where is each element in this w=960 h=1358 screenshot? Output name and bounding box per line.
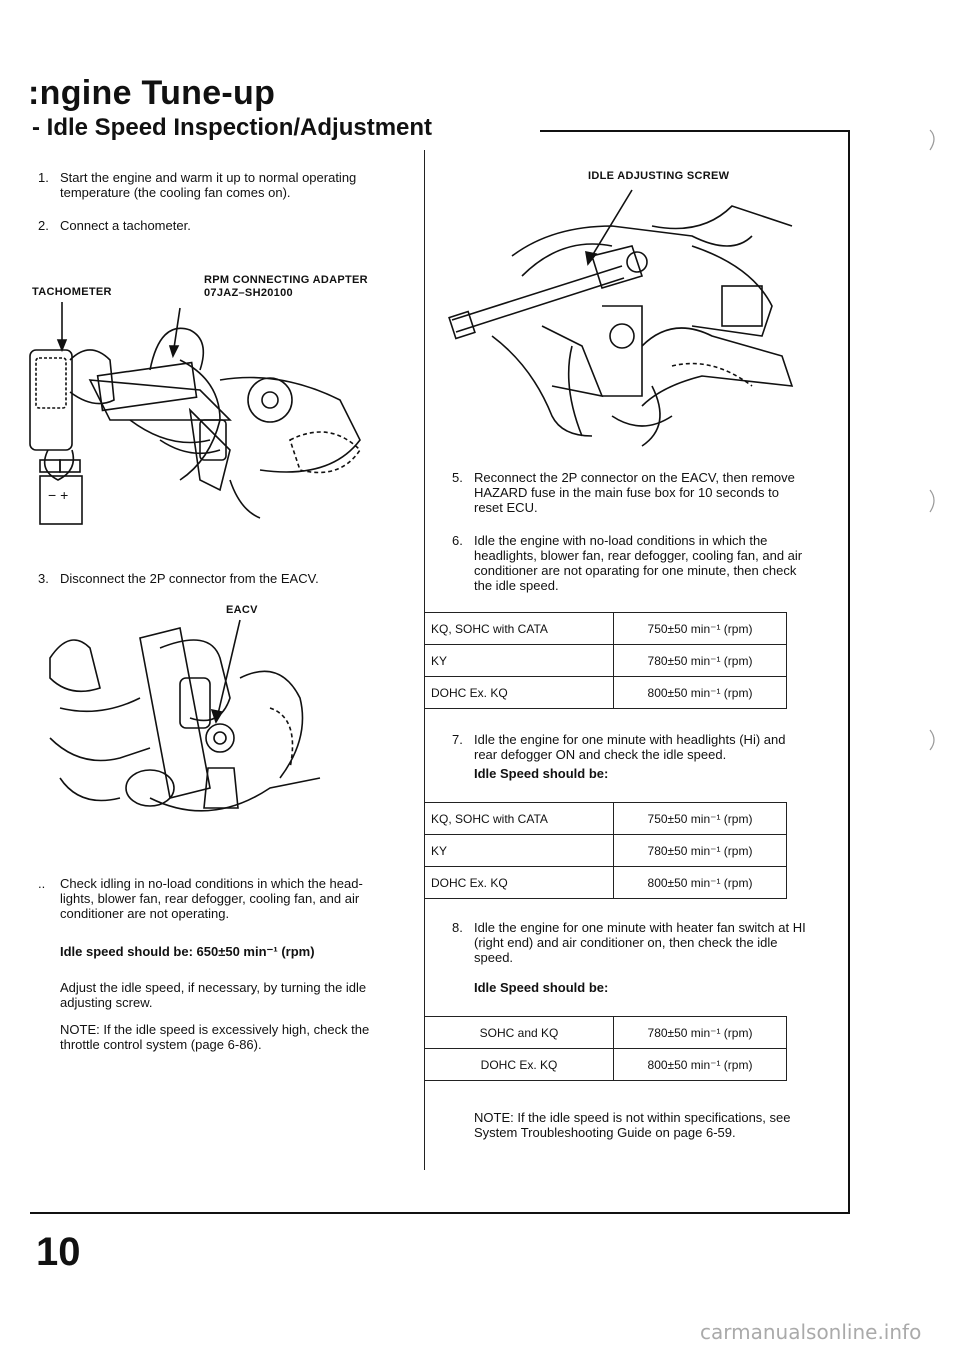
eacv-illustration	[40, 618, 360, 818]
step-text: Idle the engine for one minute with headlights (Hi) and rear defogger ON and check the idle speed.	[474, 732, 786, 762]
idle-speed-spec: Idle speed should be: 650±50 min⁻¹ (rpm)	[60, 944, 315, 959]
step-text: Idle the engine with no-load conditions in which the headlights, blower fan, rear defogger, cooling fan, and air conditioner are not oparating for one minute, then check the idle speed.	[474, 533, 803, 593]
step-2	[38, 218, 382, 236]
step-number: 1.	[38, 170, 49, 185]
table-row: DOHC Ex. KQ 800±50 min⁻¹ (rpm)	[425, 1049, 787, 1081]
table-row: KQ, SOHC with CATA 750±50 min⁻¹ (rpm)	[425, 803, 787, 835]
header-rule	[540, 130, 850, 132]
table-row: KQ, SOHC with CATA 750±50 min⁻¹ (rpm)	[425, 613, 787, 645]
step-number: 6.	[452, 533, 463, 548]
step-6	[452, 533, 808, 597]
idle-spec-table-1	[424, 612, 787, 709]
step-number: ..	[38, 876, 46, 891]
svg-text:− +: − +	[48, 487, 69, 503]
idle-screw-illustration	[452, 186, 802, 446]
table-row: SOHC and KQ 780±50 min⁻¹ (rpm)	[425, 1017, 787, 1049]
page-title: :ngine Tune-up	[28, 74, 276, 112]
page-number: 10	[36, 1230, 81, 1274]
step-text: Start the engine and warm it up to normal operating temperature (the cooling fan comes on).	[60, 170, 357, 200]
step-number: 8.	[452, 920, 463, 935]
table-row: DOHC Ex. KQ 800±50 min⁻¹ (rpm)	[425, 677, 787, 709]
step-number: 7.	[452, 732, 463, 747]
label-idle-screw: IDLE ADJUSTING SCREW	[588, 170, 730, 182]
step-text: Reconnect the 2P connector on the EACV, then remove HAZARD fuse in the main fuse box for 10 seconds to reset ECU.	[474, 470, 795, 515]
step-5	[452, 470, 808, 518]
step-text: Idle the engine for one minute with heater fan switch at HI (right end) and air conditioner on, then check the idle speed.	[474, 920, 806, 965]
watermark: carmanualsonline.info	[700, 1320, 922, 1344]
step-8-subheading: Idle Speed should be:	[474, 980, 609, 995]
step-7-subheading: Idle Speed should be:	[474, 766, 609, 781]
step-4	[38, 876, 382, 924]
table-row: DOHC Ex. KQ 800±50 min⁻¹ (rpm)	[425, 867, 787, 899]
table-row: KY 780±50 min⁻¹ (rpm)	[425, 645, 787, 677]
step-1	[38, 170, 382, 204]
table-row: KY 780±50 min⁻¹ (rpm)	[425, 835, 787, 867]
step-8	[452, 920, 808, 968]
step-text: Check idling in no-load conditions in which the head-lights, blower fan, rear defogger, cooling fan, and air conditioner are not operating.	[60, 876, 363, 921]
footer-rule	[30, 1212, 850, 1214]
margin-binding-marks	[924, 130, 944, 750]
idle-spec-table-2	[424, 802, 787, 899]
step-number: 2.	[38, 218, 49, 233]
idle-spec-table-3	[424, 1016, 787, 1081]
label-rpm-adapter: RPM CONNECTING ADAPTER	[204, 274, 368, 286]
label-eacv: EACV	[226, 604, 258, 616]
page-border-right	[848, 130, 850, 1213]
step-3	[38, 571, 382, 589]
step-number: 3.	[38, 571, 49, 586]
step-7	[452, 732, 808, 766]
note-troubleshooting: NOTE: If the idle speed is not within specifications, see System Troubleshooting Guide on page 6-59.	[474, 1110, 791, 1140]
label-tachometer: TACHOMETER	[32, 286, 112, 298]
tachometer-illustration	[30, 300, 390, 525]
step-text: Disconnect the 2P connector from the EACV.	[60, 571, 319, 586]
note-throttle: NOTE: If the idle speed is excessively high, check the throttle control system (page 6-86).	[60, 1022, 370, 1052]
section-subtitle: - Idle Speed Inspection/Adjustment	[32, 114, 433, 141]
step-number: 5.	[452, 470, 463, 485]
step-text: Connect a tachometer.	[60, 218, 191, 233]
label-adapter-part: 07JAZ–SH20100	[204, 287, 293, 299]
adjust-instruction: Adjust the idle speed, if necessary, by turning the idle adjusting screw.	[60, 980, 367, 1010]
